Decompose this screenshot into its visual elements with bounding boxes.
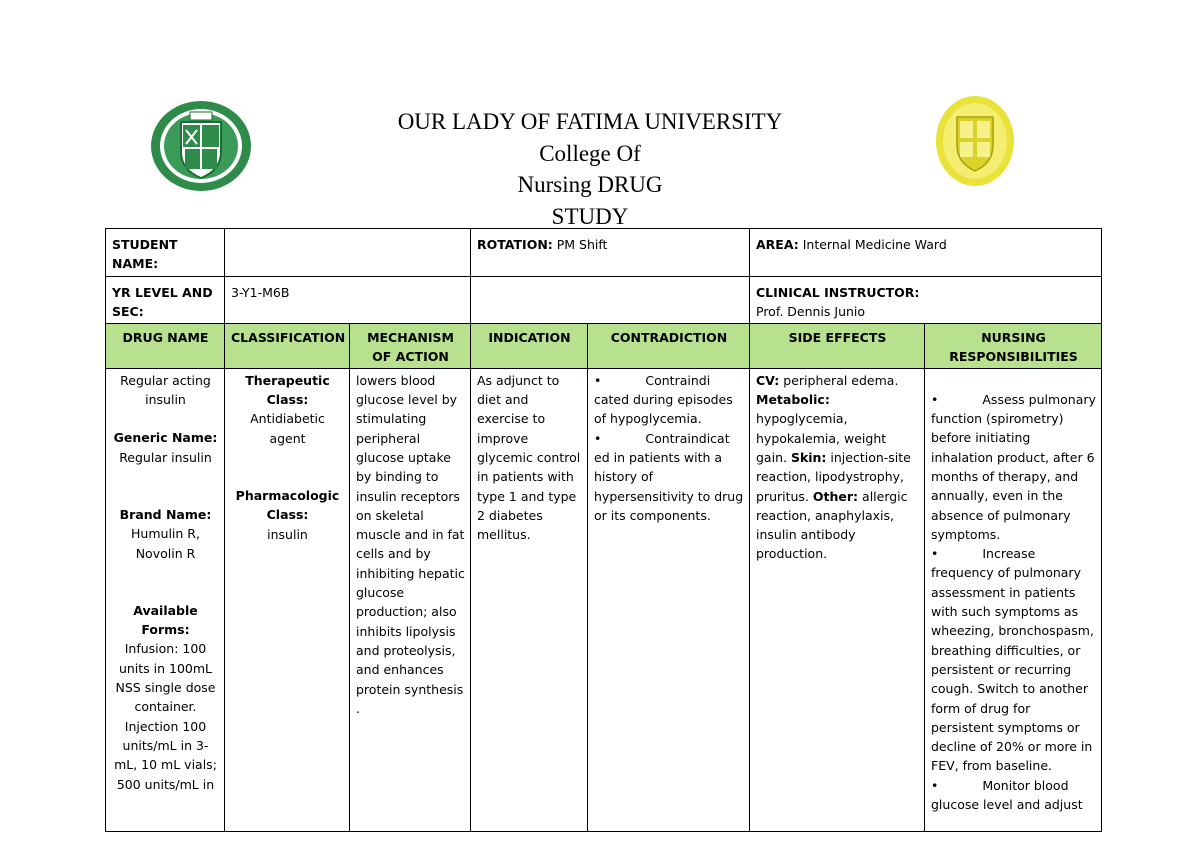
instructor-value: Prof. Dennis Junio <box>756 303 866 319</box>
skin-label: Skin: <box>790 449 827 465</box>
skin-value: injection-site reaction, lipodystrophy, pruritus. <box>756 449 911 504</box>
available-forms-label-line1: Available <box>133 602 198 618</box>
area-cell <box>750 229 1102 277</box>
info-row-2 <box>106 276 1102 324</box>
bullet-icon: • <box>931 777 939 793</box>
bullet-icon: • <box>931 391 939 407</box>
drug-name-cell <box>106 368 225 831</box>
nursing-item-1: • Assess pulmonary function (spirometry) before initiating inhalation product, after 6 months of therapy, and annually, even in the absence of pulmonary symptoms. <box>931 391 1096 542</box>
indication-cell <box>471 368 588 831</box>
student-name-label-cell <box>106 229 225 277</box>
mechanism-cell <box>350 368 471 831</box>
document-header <box>340 106 840 232</box>
cv-value: peripheral edema. <box>779 372 899 388</box>
university-seal-left <box>150 100 252 192</box>
college-line: College Of <box>539 140 641 166</box>
col-header-contradiction: CONTRADICTION <box>588 324 750 369</box>
col-header-classification: CLASSIFICATION <box>225 324 350 369</box>
info-row-1 <box>106 229 1102 277</box>
column-header-row <box>106 324 1102 369</box>
yr-level-label-line1: YR LEVEL AND <box>112 284 213 300</box>
contradiction-cell <box>588 368 750 831</box>
yr-level-value: 3-Y1-M6B <box>231 284 290 300</box>
drug-name-line1: Regular acting <box>120 372 211 388</box>
bullet-icon: • <box>594 372 602 388</box>
col-header-drug-name: DRUG NAME <box>106 324 225 369</box>
brand-name-value-line2: Novolin R <box>135 545 196 561</box>
instructor-label: CLINICAL INSTRUCTOR: <box>756 284 920 300</box>
university-name: OUR LADY OF FATIMA UNIVERSITY <box>397 109 783 134</box>
student-name-label: STUDENT NAME: <box>112 237 178 272</box>
brand-name-label: Brand Name: <box>119 506 212 522</box>
pharmacologic-class-label-line2: Class: <box>266 507 309 523</box>
drug-study-table <box>105 228 1102 832</box>
col-header-mechanism: MECHANISM OF ACTION <box>350 324 471 369</box>
therapeutic-class-value-line1: Antidiabetic <box>250 411 325 427</box>
indication-text: As adjunct to diet and exercise to improve glycemic control in patients with type 1 and type 2 diabetes mellitus. <box>477 372 581 543</box>
pharmacologic-class-value: insulin <box>267 526 308 542</box>
metabolic-value: hypoglycemia, hypokalemia, weight gain. <box>756 411 887 465</box>
contradiction-item-1: • Contraindi cated during episodes of hypoglycemia. <box>594 372 733 427</box>
classification-cell <box>225 368 350 831</box>
metabolic-label: Metabolic: <box>756 392 830 408</box>
rotation-label: ROTATION: <box>477 237 553 252</box>
col-header-nursing: NURSING RESPONSIBILITIES <box>925 324 1102 369</box>
available-forms-value: Infusion: 100 units in 100mL NSS single dose container. Injection 100 units/mL in 3-mL, 10 mL vials; 500 units/mL in <box>114 641 217 792</box>
yr-level-label-line2: SEC: <box>112 303 144 319</box>
generic-name-value: Regular insulin <box>119 449 212 465</box>
empty-cell <box>471 276 750 324</box>
bullet-icon: • <box>931 546 939 562</box>
rotation-cell <box>471 229 750 277</box>
yr-level-label-cell <box>106 276 225 324</box>
mechanism-text: lowers blood glucose level by stimulating peripheral glucose uptake by binding to insulin receptors on skeletal muscle and in fat cells and by inhibiting hepatic glucose production; also inhibits lipolysis and proteolysis, and enhances protein synthesis . <box>356 372 465 716</box>
nursing-cell <box>925 368 1102 831</box>
nursing-item-3: • Monitor blood glucose level and adjust <box>931 777 1083 813</box>
generic-name-label: Generic Name: <box>113 430 218 446</box>
available-forms-label-line2: Forms: <box>141 622 190 638</box>
brand-name-value-line1: Humulin R, <box>131 526 200 542</box>
drug-row <box>106 368 1102 831</box>
other-label: Other: <box>812 488 859 504</box>
cv-label: CV: <box>756 372 780 388</box>
col-header-indication: INDICATION <box>471 324 588 369</box>
other-value: allergic reaction, anaphylaxis, insulin antibody production. <box>756 488 908 562</box>
instructor-cell <box>750 276 1102 324</box>
contradiction-item-2: • Contraindicat ed in patients with a history of hypersensitivity to drug or its components. <box>594 430 744 523</box>
drug-name-line2: insulin <box>145 392 186 408</box>
pharmacologic-class-label-line1: Pharmacologic <box>235 487 340 503</box>
side-effects-text <box>756 371 919 564</box>
college-name: Nursing DRUG <box>517 172 663 197</box>
rotation-value: PM Shift <box>552 237 608 252</box>
area-label: AREA: <box>756 237 799 252</box>
col-header-side-effects: SIDE EFFECTS <box>750 324 925 369</box>
area-value: Internal Medicine Ward <box>798 237 947 252</box>
nursing-item-2: • Increase frequency of pulmonary assessment in patients with such symptoms as wheezing, bronchospasm, breathing difficulties, or persistent or recurring cough. Switch to another form of drug for persistent symptoms or decline of 20% or more in FEV, from baseline. <box>931 546 1094 774</box>
yr-level-value-cell <box>225 276 471 324</box>
therapeutic-class-label-line1: Therapeutic <box>245 372 330 388</box>
bullet-icon: • <box>594 430 602 446</box>
therapeutic-class-label-line2: Class: <box>266 392 309 408</box>
document-title: STUDY <box>551 203 629 229</box>
student-name-value-cell <box>225 229 471 277</box>
side-effects-cell <box>750 368 925 831</box>
university-seal-right <box>935 95 1015 187</box>
therapeutic-class-value-line2: agent <box>269 430 306 446</box>
